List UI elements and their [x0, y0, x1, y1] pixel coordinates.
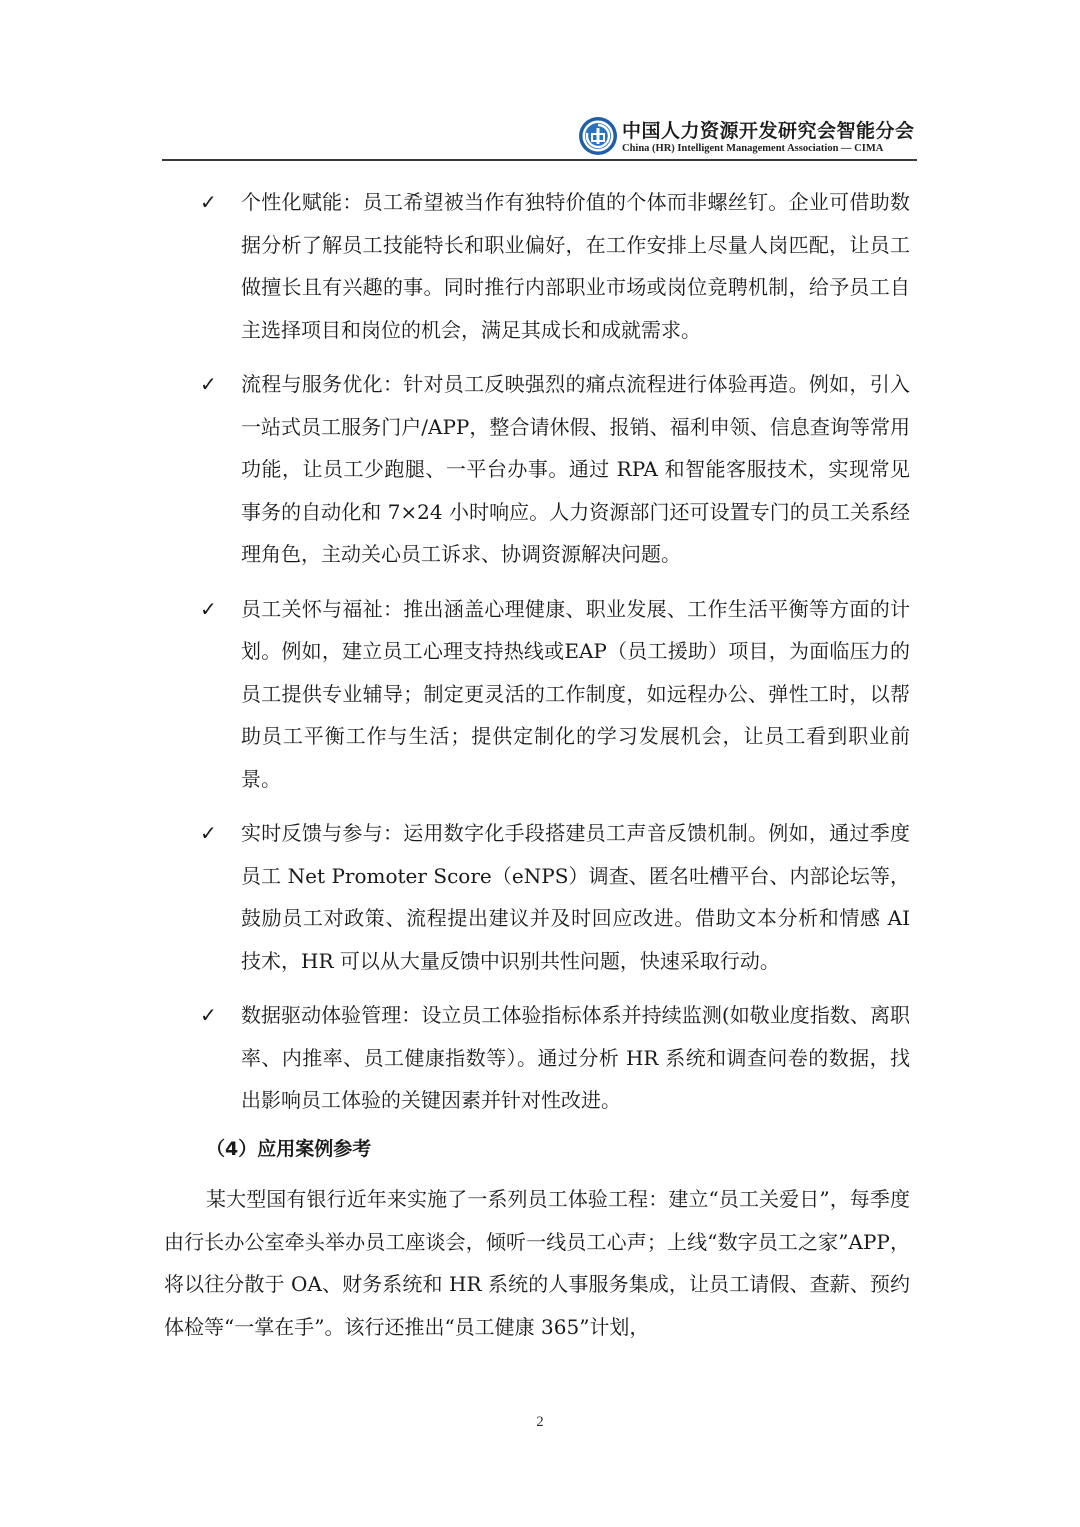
list-item — [164, 588, 910, 801]
page-number: 2 — [536, 1414, 544, 1430]
checkmark-icon: ✓ — [200, 821, 217, 845]
document-body — [164, 181, 910, 1348]
cima-logo-icon — [578, 116, 618, 156]
header-divider — [162, 159, 917, 161]
bullet-text: 流程与服务优化：针对员工反映强烈的痛点流程进行体验再造。例如，引入一站式员工服务门户/APP，整合请休假、报销、福利申领、信息查询等常用功能，让员工少跑腿、一平台办事。通过 RPA 和智能客服技术，实现常见事务的自动化和 7×24 小时响应。人力资源部门还可设置专门的员工关系经理角色，主动关心员工诉求、协调资源解决问题。 — [241, 372, 910, 566]
list-item — [164, 994, 910, 1122]
page-header — [162, 112, 917, 160]
bullet-text: 数据驱动体验管理：设立员工体验指标体系并持续监测(如敬业度指数、离职率、内推率、员工健康指数等）。通过分析 HR 系统和调查问卷的数据，找出影响员工体验的关键因素并针对性改进。 — [241, 1003, 910, 1112]
bullet-text: 实时反馈与参与：运用数字化手段搭建员工声音反馈机制。例如，通过季度员工 Net Promoter Score（eNPS）调查、匿名吐槽平台、内部论坛等，鼓励员工对政策、流程提出建议并及时回应改进。借助文本分析和情感 AI 技术，HR 可以从大量反馈中识别共性问题，快速采取行动。 — [241, 821, 910, 973]
bullet-text: 个性化赋能：员工希望被当作有独特价值的个体而非螺丝钉。企业可借助数据分析了解员工技能特长和职业偏好，在工作安排上尽量人岗匹配，让员工做擅长且有兴趣的事。同时推行内部职业市场或岗位竞聘机制，给予员工自主选择项目和岗位的机会，满足其成长和成就需求。 — [241, 190, 910, 342]
list-item — [164, 363, 910, 576]
checkmark-icon: ✓ — [200, 372, 217, 396]
checkmark-icon: ✓ — [200, 1003, 217, 1027]
section-heading: （4）应用案例参考 — [206, 1137, 372, 1160]
bullet-text: 员工关怀与福祉：推出涵盖心理健康、职业发展、工作生活平衡等方面的计划。例如，建立员工心理支持热线或EAP（员工援助）项目，为面临压力的员工提供专业辅导；制定更灵活的工作制度，如远程办公、弹性工时，以帮助员工平衡工作与生活；提供定制化的学习发展机会，让员工看到职业前景。 — [241, 596, 910, 791]
org-name-en: China (HR) Intelligent Management Association — CIMA — [622, 143, 884, 154]
org-name-cn: 中国人力资源开发研究会智能分会 — [622, 120, 915, 142]
checkmark-icon: ✓ — [200, 596, 217, 621]
list-item — [164, 181, 910, 351]
list-item — [164, 812, 910, 982]
case-paragraph: 某大型国有银行近年来实施了一系列员工体验工程：建立“员工关爱日”，每季度由行长办公室牵头举办员工座谈会，倾听一线员工心声；上线“数字员工之家”APP，将以往分散于 OA、财务系统和 HR 系统的人事服务集成，让员工请假、查薪、预约体检等“一掌在手”。该行还推出“员工健康 365”计划， — [164, 1187, 910, 1339]
checkmark-icon: ✓ — [200, 190, 217, 214]
